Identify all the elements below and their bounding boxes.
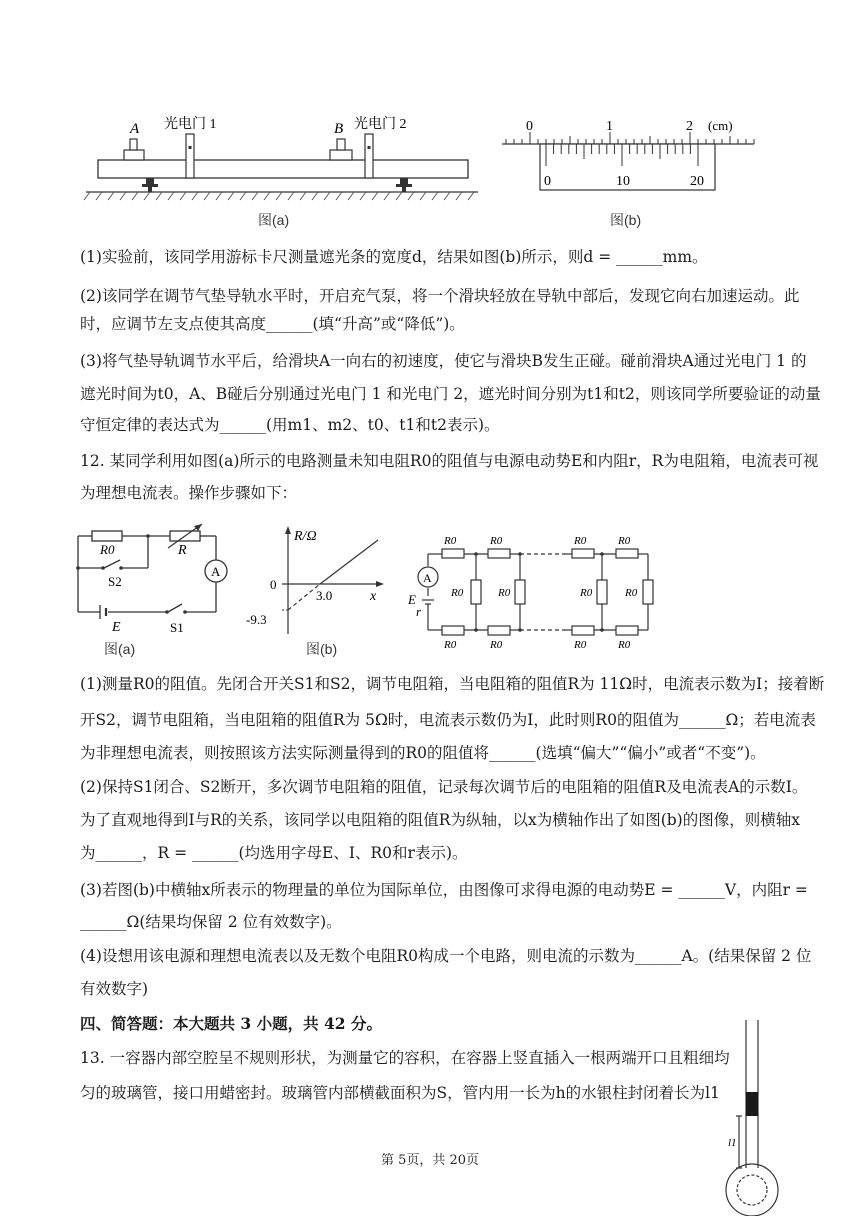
q12-part2-line2: 为了直观地得到I与R的关系，该同学以电阻箱的阻值R为纵轴，以x为横轴作出了如图(b)的图像，则横轴x xyxy=(80,811,800,829)
label-r0-a: R0 xyxy=(100,542,115,557)
q12-part3-line1: (3)若图(b)中横轴x所表示的物理量的单位为国际单位，由图像可求得电源的电动势E = ______V，内阻r = xyxy=(80,881,808,899)
ladder-r0-rung-4 xyxy=(643,580,653,604)
label-e-a: E xyxy=(112,620,121,635)
slider-a xyxy=(124,139,144,160)
ladder-label-r: r xyxy=(416,604,422,619)
ladder-r0-top-2 xyxy=(488,549,510,558)
ladder-label-r0-b1: R0 xyxy=(444,639,457,651)
ladder-circuit-figure xyxy=(406,532,661,654)
page-footer: 第 5页，共 20页 xyxy=(380,1153,480,1168)
ladder-r0-rung-1 xyxy=(471,580,481,604)
ladder-r0-rung-2 xyxy=(515,580,525,604)
q13-line1: 13. 一容器内部空腔呈不规则形状，为测量它的容积，在容器上竖直插入一根两端开口且粗细均 xyxy=(80,1049,730,1067)
graph-origin: 0 xyxy=(270,577,277,592)
main-tick-0: 0 xyxy=(526,119,533,134)
section-heading: 四、简答题：本大题共 3 小题，共 42 分。 xyxy=(80,1014,382,1033)
main-tick-1: 1 xyxy=(606,119,613,134)
ladder-r0-top-4 xyxy=(616,549,638,558)
ladder-label-r0-t1: R0 xyxy=(444,535,457,547)
circuit-a-figure xyxy=(70,520,240,640)
caliper-unit: (cm) xyxy=(708,118,733,133)
label-s1: S1 xyxy=(170,620,184,635)
ladder-label-r0-t3: R0 xyxy=(574,535,587,547)
ladder-r0-rung-3 xyxy=(597,580,607,604)
vernier-tick-0: 0 xyxy=(544,174,551,189)
graph-y-axis-label: R/Ω xyxy=(294,529,317,544)
ladder-label-r0-t2: R0 xyxy=(490,535,503,547)
caption-fig-b-top: 图(b) xyxy=(610,212,642,228)
photogate-1 xyxy=(186,134,194,178)
caption-fig-a-circuit: 图(a) xyxy=(104,641,136,657)
label-r-a: R xyxy=(178,543,187,558)
air-track-rail xyxy=(98,160,468,178)
right-support xyxy=(396,178,412,192)
ladder-label-r0-b3: R0 xyxy=(574,639,587,651)
graph-x-axis-label: x xyxy=(370,589,377,604)
ladder-label-r0-m1: R0 xyxy=(451,587,464,599)
label-l1-fig: l1 xyxy=(728,1137,737,1149)
q12-part4-line1: (4)设想用该电源和理想电流表以及无数个电阻R0构成一个电路，则电流的示数为______A。(结果保留 2 位 xyxy=(80,947,812,965)
graph-y-intercept: -9.3 xyxy=(246,612,267,627)
q11-part2-line1: (2)该同学在调节气垫导轨水平时，开启充气泵，将一个滑块轻放在导轨中部后，发现它向右加速运动。此 xyxy=(80,287,800,305)
q12-part4-line2: 有效数字) xyxy=(80,980,149,998)
q11-part3-line3: 守恒定律的表达式为______(用m1、m2、t0、t1和t2表示)。 xyxy=(80,416,500,434)
ladder-label-e: E xyxy=(408,592,416,607)
label-gate-1: 光电门 1 xyxy=(164,117,217,132)
q11-part1: (1)实验前，该同学用游标卡尺测量遮光条的宽度d，结果如图(b)所示，则d = ______mm。 xyxy=(80,248,708,266)
q11-part3-line1: (3)将气垫导轨调节水平后，给滑块A一向右的初速度，使它与滑块B发生正碰。碰前滑块A通过光电门 1 的 xyxy=(80,352,807,370)
air-track-figure xyxy=(78,108,483,208)
label-s2: S2 xyxy=(108,574,122,589)
container-tube-figure xyxy=(722,1018,784,1216)
ladder-r0-bot-4 xyxy=(616,626,638,635)
label-gate-2: 光电门 2 xyxy=(354,117,407,132)
caption-fig-b-graph: 图(b) xyxy=(306,641,338,657)
q12-part3-line2: ______Ω(结果均保留 2 位有效数字)。 xyxy=(80,913,342,931)
left-support xyxy=(142,178,158,192)
ladder-label-r0-b4: R0 xyxy=(618,639,631,651)
ammeter-label: A xyxy=(211,564,221,579)
ladder-r0-bot-1 xyxy=(442,626,464,635)
q11-part3-line2: 遮光时间为t0，A、B碰后分别通过光电门 1 和光电门 2，遮光时间分别为t1和t2，则该同学所要验证的动量 xyxy=(80,385,821,403)
ladder-label-r0-b2: R0 xyxy=(490,639,503,651)
ladder-label-r0-t4: R0 xyxy=(618,535,631,547)
q12-part2-line1: (2)保持S1闭合、S2断开，多次调节电阻箱的阻值，记录每次调节后的电阻箱的阻值R及电流表A的示数I。 xyxy=(80,778,808,796)
vernier-tick-10: 10 xyxy=(616,174,630,189)
caption-fig-a-top: 图(a) xyxy=(258,212,290,228)
container-outline xyxy=(726,1164,778,1216)
q12-part1-line3: 为非理想电流表，则按照该方法实际测量得到的R0的阻值将______(选填“偏大”“偏小”或者“不变”)。 xyxy=(80,744,766,762)
label-slider-b: B xyxy=(334,121,344,137)
ladder-r0-top-3 xyxy=(572,549,594,558)
graph-line-solid xyxy=(320,540,378,584)
graph-x-intercept: 3.0 xyxy=(316,588,333,603)
q12-part2-line3: 为______，R = ______(均选用字母E、I、R0和r表示)。 xyxy=(80,844,468,862)
ladder-r0-bot-3 xyxy=(572,626,594,635)
ladder-ammeter-label: A xyxy=(423,571,432,585)
resistor-r0 xyxy=(92,531,122,541)
vernier-tick-20: 20 xyxy=(690,174,704,189)
mercury-column xyxy=(746,1092,758,1116)
slider-b xyxy=(330,139,352,160)
ladder-label-r0-m4: R0 xyxy=(625,587,638,599)
container-cavity xyxy=(737,1175,767,1205)
ladder-r0-bot-2 xyxy=(488,626,510,635)
q12-intro-line2: 为理想电流表。操作步骤如下： xyxy=(80,484,298,502)
vernier-caliper-figure xyxy=(498,114,758,194)
photogate-2 xyxy=(365,134,373,178)
q12-part1-line1: (1)测量R0的阻值。先闭合开关S1和S2，调节电阻箱，当电阻箱的阻值R为 11Ω时，电流表示数为I；接着断 xyxy=(80,675,825,693)
q12-part1-line2: 开S2，调节电阻箱，当电阻箱的阻值R为 5Ω时，电流表示数仍为I，此时则R0的阻值为______Ω；若电流表 xyxy=(80,711,816,729)
ladder-label-r0-m3: R0 xyxy=(580,587,593,599)
q13-line2: 匀的玻璃管，接口用蜡密封。玻璃管内部横截面积为S，管内用一长为h的水银柱封闭着长为l1 xyxy=(80,1084,720,1102)
ladder-r0-top-1 xyxy=(442,549,464,558)
q12-intro-line1: 12. 某同学利用如图(a)所示的电路测量未知电阻R0的阻值与电源电动势E和内阻r，R为电阻箱，电流表可视 xyxy=(80,452,819,470)
main-tick-2: 2 xyxy=(686,119,693,134)
label-slider-a: A xyxy=(130,121,140,137)
ladder-label-r0-m2: R0 xyxy=(498,587,511,599)
r-x-graph-figure xyxy=(240,522,390,642)
q11-part2-line2: 时，应调节左支点使其高度______(填“升高”或“降低”)。 xyxy=(80,315,465,333)
